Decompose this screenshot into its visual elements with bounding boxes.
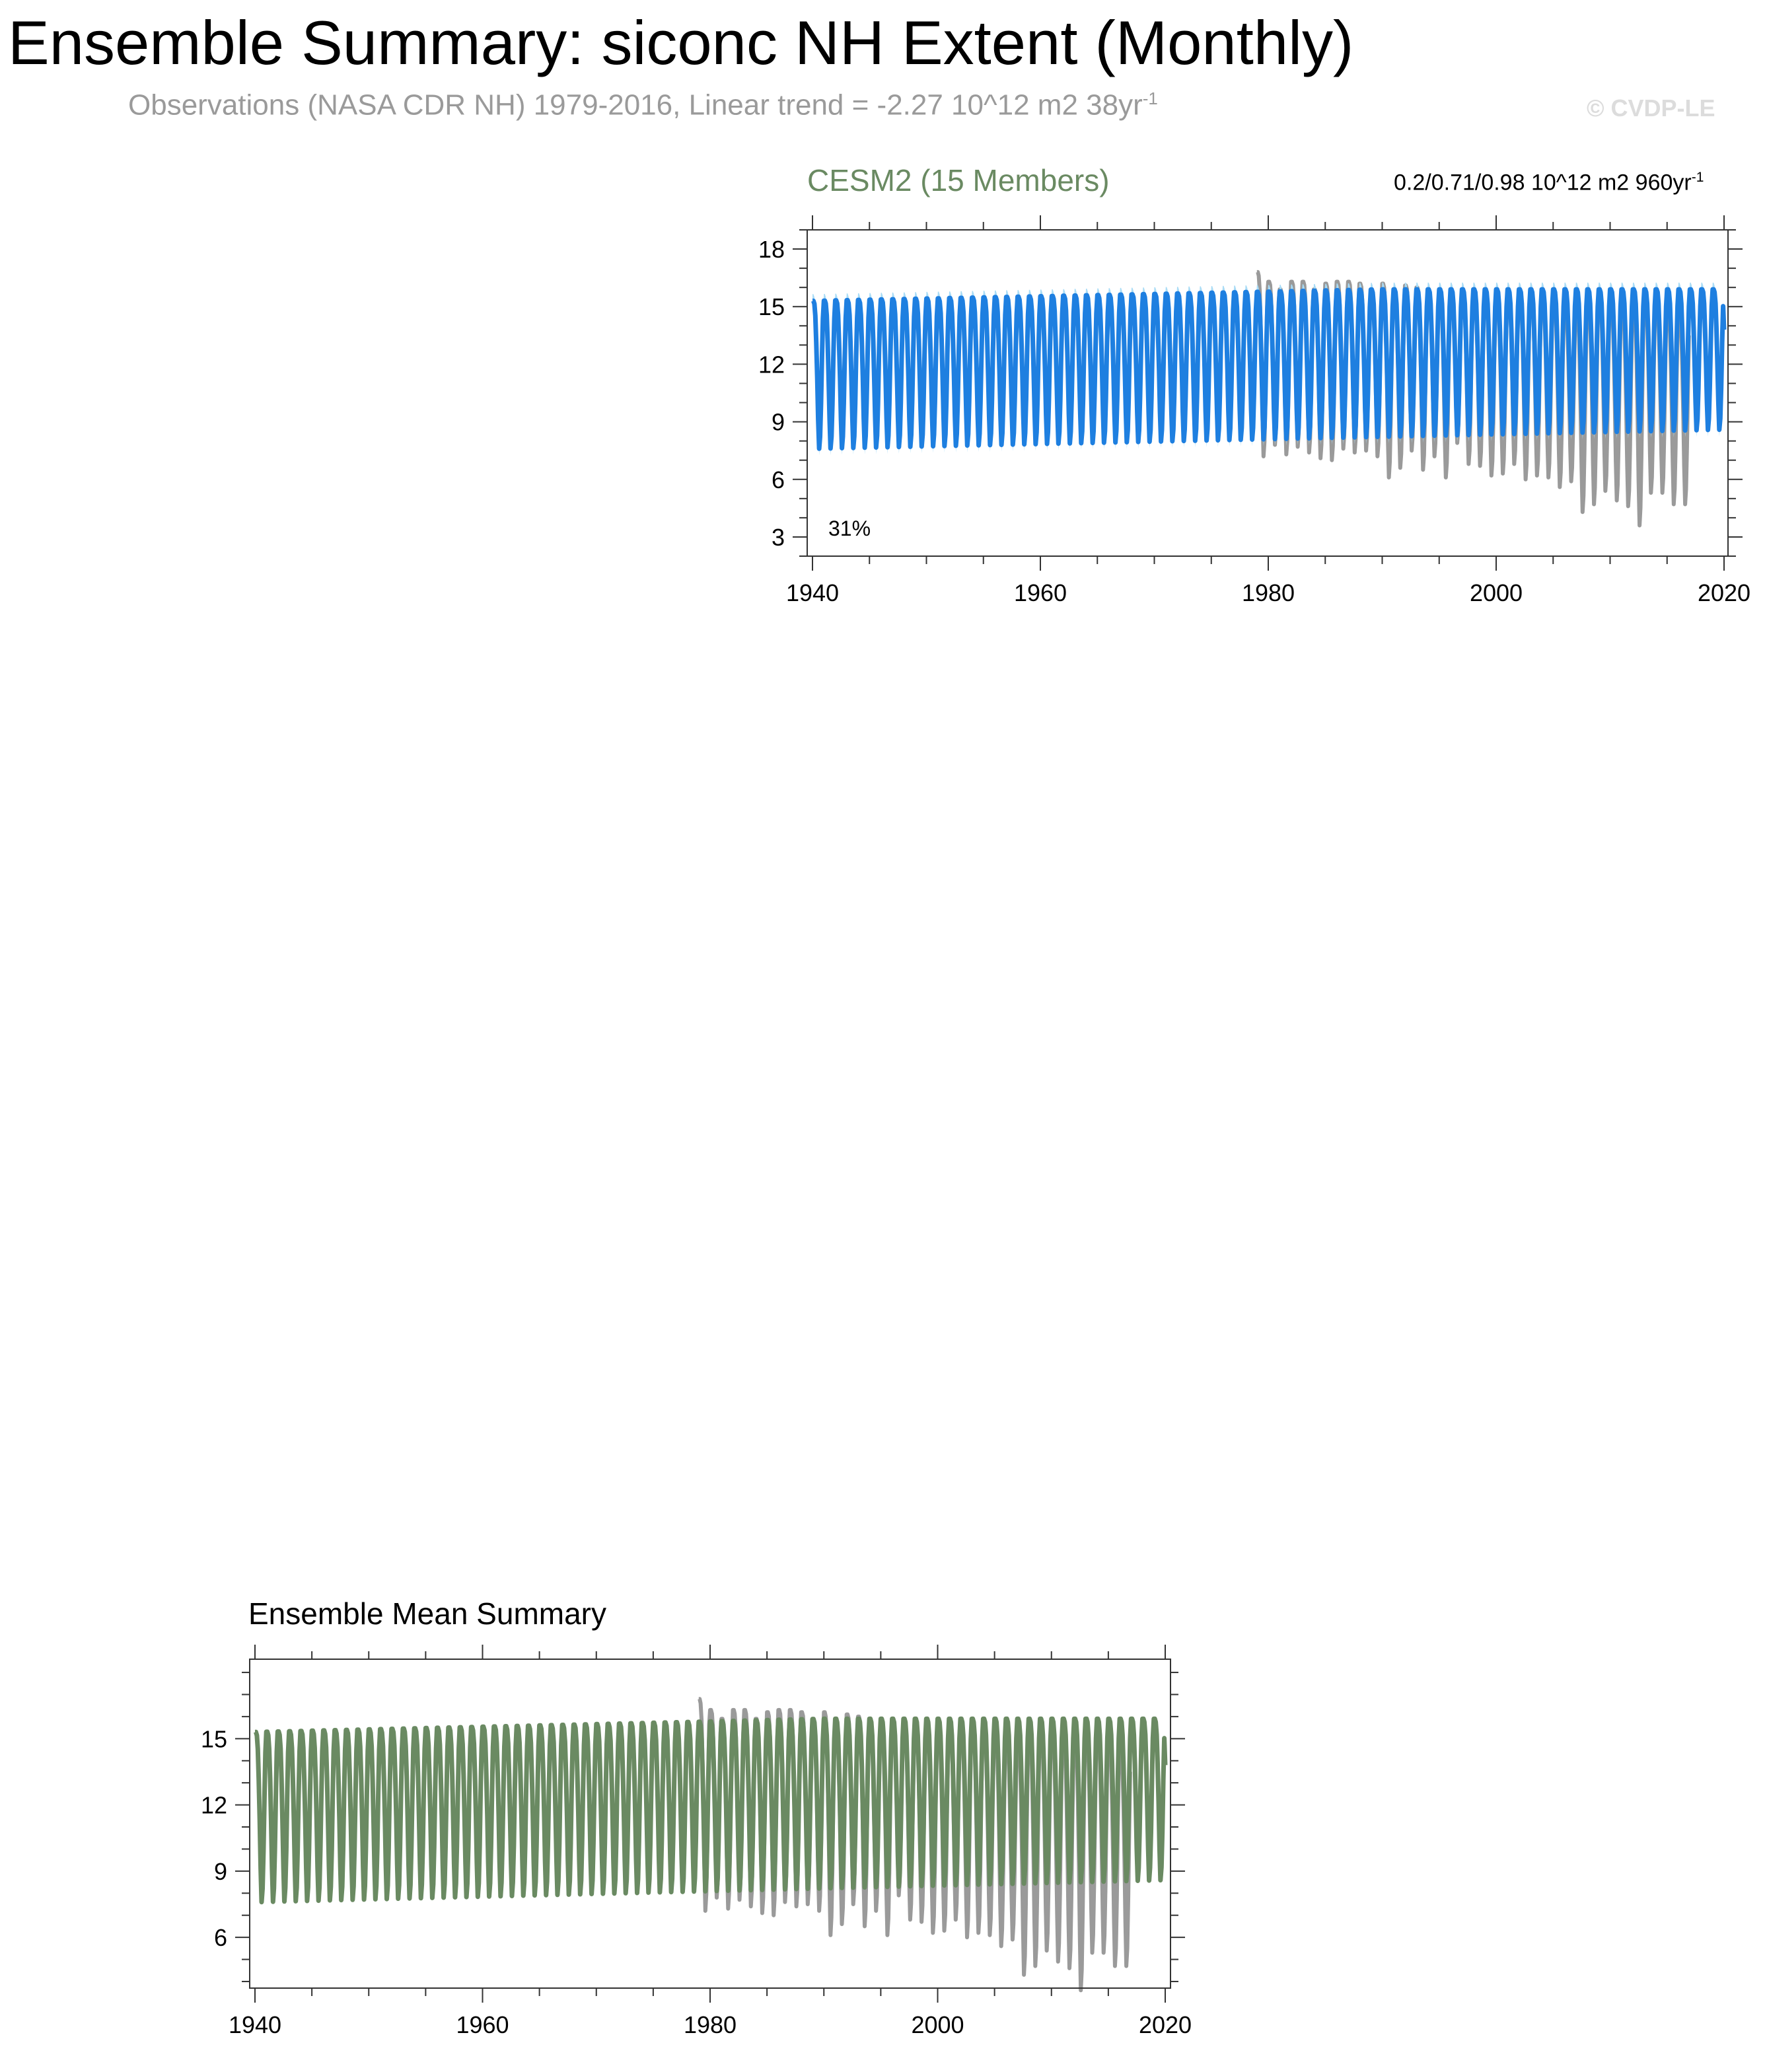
x-tick-label: 1940	[228, 2011, 282, 2038]
y-tick-label: 15	[758, 293, 785, 321]
trend-stats-exponent: -1	[1691, 170, 1704, 185]
x-tick-label: 1960	[1013, 579, 1067, 606]
y-tick-label: 3	[771, 523, 785, 551]
subtitle-text: Observations (NASA CDR NH) 1979-2016, Linear trend = -2.27 10^12 m2 38yr	[128, 89, 1143, 122]
page-title: Ensemble Summary: siconc NH Extent (Monthly)	[8, 8, 1354, 77]
x-tick-label: 2000	[911, 2011, 964, 2038]
y-tick-label: 6	[771, 466, 785, 493]
trend-stats-text: 0.2/0.71/0.98 10^12 m2 960yr	[1394, 170, 1692, 196]
y-tick-label: 9	[213, 1857, 227, 1885]
x-tick-label: 1960	[456, 2011, 509, 2038]
ensemble-mean-panel-title: Ensemble Mean Summary	[248, 1596, 606, 1631]
subtitle-exponent: -1	[1142, 89, 1158, 108]
x-tick-label: 2020	[1697, 579, 1751, 606]
x-tick-label: 1940	[785, 579, 840, 606]
y-tick-label: 9	[771, 408, 785, 436]
y-tick-label: 6	[213, 1924, 227, 1952]
x-tick-label: 1980	[683, 2011, 737, 2038]
y-tick-label: 12	[758, 351, 785, 378]
cesm2-percent-annotation: 31%	[828, 517, 871, 540]
x-tick-label: 2020	[1138, 2011, 1192, 2038]
cvdp-watermark: © CVDP-LE	[1587, 94, 1715, 122]
y-tick-label: 18	[758, 236, 785, 264]
cesm2-panel	[758, 215, 1750, 606]
ensemble-mean-panel	[201, 1645, 1192, 2038]
x-tick-label: 2000	[1469, 579, 1523, 606]
x-tick-label: 1980	[1241, 579, 1295, 606]
y-tick-label: 15	[200, 1725, 227, 1753]
y-tick-label: 12	[200, 1791, 227, 1819]
cesm2-panel-title: CESM2 (15 Members)	[807, 163, 1110, 197]
